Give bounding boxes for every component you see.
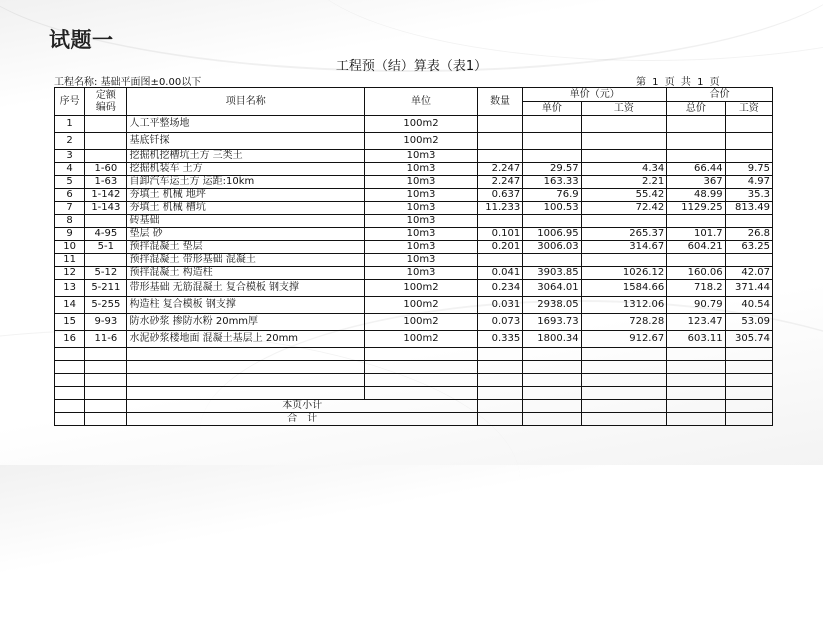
blank-row bbox=[55, 348, 773, 361]
cell-code: 1-143 bbox=[85, 202, 127, 215]
table-row bbox=[55, 297, 773, 314]
blank-cell bbox=[725, 400, 772, 413]
blank-cell bbox=[667, 374, 725, 387]
cell-name: 垫层 砂 bbox=[127, 228, 365, 241]
background-swoosh bbox=[300, 0, 823, 61]
cell-qty bbox=[477, 133, 522, 150]
cell-unit-wage: 2.21 bbox=[581, 176, 667, 189]
cell-qty: 0.101 bbox=[477, 228, 522, 241]
cell-total-wage: 40.54 bbox=[725, 297, 772, 314]
blank-cell bbox=[85, 361, 127, 374]
cell-total: 603.11 bbox=[667, 331, 725, 348]
blank-cell bbox=[523, 374, 581, 387]
cell-qty bbox=[477, 150, 522, 163]
cell-total: 604.21 bbox=[667, 241, 725, 254]
header-total-wage: 工资 bbox=[725, 102, 772, 116]
cell-qty: 0.201 bbox=[477, 241, 522, 254]
total-row-label: 合 计 bbox=[127, 413, 477, 426]
cell-code: 11-6 bbox=[85, 331, 127, 348]
table-row bbox=[55, 189, 773, 202]
header-quota-code bbox=[85, 88, 127, 116]
cell-unit: 10m3 bbox=[365, 150, 478, 163]
blank-cell bbox=[667, 361, 725, 374]
cell-unit: 100m2 bbox=[365, 297, 478, 314]
table-row bbox=[55, 314, 773, 331]
cell-code: 5-211 bbox=[85, 280, 127, 297]
cell-unit-price: 3006.03 bbox=[523, 241, 581, 254]
header-unit-price-wage: 工资 bbox=[581, 102, 667, 116]
cell-name: 砖基础 bbox=[127, 215, 365, 228]
blank-cell bbox=[725, 374, 772, 387]
table-row bbox=[55, 331, 773, 348]
cell-qty bbox=[477, 254, 522, 267]
cell-unit-price bbox=[523, 133, 581, 150]
header-unit-price: 单价（元） bbox=[523, 88, 667, 102]
cell-unit-wage bbox=[581, 215, 667, 228]
cell-qty: 2.247 bbox=[477, 176, 522, 189]
cell-total-wage bbox=[725, 215, 772, 228]
cell-code bbox=[85, 215, 127, 228]
blank-cell bbox=[55, 348, 85, 361]
cell-total: 123.47 bbox=[667, 314, 725, 331]
cell-total bbox=[667, 215, 725, 228]
blank-cell bbox=[55, 387, 85, 400]
cell-qty: 0.031 bbox=[477, 297, 522, 314]
cell-total-wage: 53.09 bbox=[725, 314, 772, 331]
cell-name: 自卸汽车运土方 运距:10km bbox=[127, 176, 365, 189]
cell-code bbox=[85, 133, 127, 150]
cell-seq: 5 bbox=[55, 176, 85, 189]
cell-unit: 10m3 bbox=[365, 189, 478, 202]
cell-total: 66.44 bbox=[667, 163, 725, 176]
table-title: 工程预（结）算表（表1） bbox=[335, 59, 488, 74]
table-row bbox=[55, 163, 773, 176]
cell-code: 5-1 bbox=[85, 241, 127, 254]
cell-seq: 16 bbox=[55, 331, 85, 348]
cell-unit-price: 3064.01 bbox=[523, 280, 581, 297]
cell-unit: 10m3 bbox=[365, 228, 478, 241]
table-row bbox=[55, 150, 773, 163]
cell-qty: 11.233 bbox=[477, 202, 522, 215]
cell-unit-wage: 1312.06 bbox=[581, 297, 667, 314]
header-unit: 单位 bbox=[365, 88, 478, 116]
blank-cell bbox=[667, 348, 725, 361]
blank-cell bbox=[127, 374, 365, 387]
table-row bbox=[55, 215, 773, 228]
table-row bbox=[55, 176, 773, 189]
cell-name: 夯填土 机械 槽坑 bbox=[127, 202, 365, 215]
cell-name: 预拌混凝土 带形基础 混凝土 bbox=[127, 254, 365, 267]
blank-cell bbox=[365, 348, 478, 361]
cell-unit-wage bbox=[581, 133, 667, 150]
cell-total: 101.7 bbox=[667, 228, 725, 241]
cell-name: 水泥砂浆楼地面 混凝土基层上 20mm bbox=[127, 331, 365, 348]
cell-code: 4-95 bbox=[85, 228, 127, 241]
cell-name: 带形基础 无筋混凝土 复合模板 钢支撑 bbox=[127, 280, 365, 297]
cell-unit: 100m2 bbox=[365, 280, 478, 297]
cell-unit-wage: 1026.12 bbox=[581, 267, 667, 280]
blank-cell bbox=[55, 361, 85, 374]
cell-code bbox=[85, 116, 127, 133]
cell-name: 挖掘机装车 土方 bbox=[127, 163, 365, 176]
blank-cell bbox=[55, 374, 85, 387]
cell-seq: 3 bbox=[55, 150, 85, 163]
cell-code: 1-142 bbox=[85, 189, 127, 202]
cell-seq: 7 bbox=[55, 202, 85, 215]
cell-unit-price: 1693.73 bbox=[523, 314, 581, 331]
blank-cell bbox=[477, 387, 522, 400]
cell-unit-price bbox=[523, 150, 581, 163]
cell-total: 160.06 bbox=[667, 267, 725, 280]
blank-cell bbox=[477, 374, 522, 387]
blank-cell bbox=[523, 387, 581, 400]
table-body bbox=[55, 116, 773, 426]
cell-unit: 10m3 bbox=[365, 267, 478, 280]
cell-unit-price: 163.33 bbox=[523, 176, 581, 189]
cell-name: 挖掘机挖槽坑土方 三类土 bbox=[127, 150, 365, 163]
cell-code: 5-12 bbox=[85, 267, 127, 280]
cell-total-wage bbox=[725, 150, 772, 163]
cell-unit-wage: 314.67 bbox=[581, 241, 667, 254]
blank-cell bbox=[85, 348, 127, 361]
cell-unit-wage: 4.34 bbox=[581, 163, 667, 176]
cell-total-wage: 813.49 bbox=[725, 202, 772, 215]
cell-total: 718.2 bbox=[667, 280, 725, 297]
cell-unit-price bbox=[523, 254, 581, 267]
table-row bbox=[55, 241, 773, 254]
table-row bbox=[55, 228, 773, 241]
blank-cell bbox=[365, 387, 478, 400]
cell-qty: 0.335 bbox=[477, 331, 522, 348]
cell-total bbox=[667, 150, 725, 163]
blank-cell bbox=[55, 413, 85, 426]
header-quota-line1: 定额 bbox=[95, 89, 116, 101]
cell-total-wage: 42.07 bbox=[725, 267, 772, 280]
cell-seq: 9 bbox=[55, 228, 85, 241]
cell-unit-price bbox=[523, 116, 581, 133]
cell-total-wage bbox=[725, 254, 772, 267]
blank-cell bbox=[581, 400, 667, 413]
blank-cell bbox=[581, 387, 667, 400]
blank-cell bbox=[523, 400, 581, 413]
cell-unit: 100m2 bbox=[365, 133, 478, 150]
header-item-name: 项目名称 bbox=[127, 88, 365, 116]
cell-qty: 0.637 bbox=[477, 189, 522, 202]
cell-total-wage: 26.8 bbox=[725, 228, 772, 241]
cell-seq: 13 bbox=[55, 280, 85, 297]
blank-cell bbox=[725, 348, 772, 361]
page-title: 试题一 bbox=[49, 28, 114, 52]
cell-total bbox=[667, 133, 725, 150]
cell-unit-wage: 728.28 bbox=[581, 314, 667, 331]
cell-code bbox=[85, 150, 127, 163]
cell-unit-price: 29.57 bbox=[523, 163, 581, 176]
cell-total bbox=[667, 116, 725, 133]
blank-row bbox=[55, 374, 773, 387]
cell-seq: 15 bbox=[55, 314, 85, 331]
cell-name: 基底钎探 bbox=[127, 133, 365, 150]
cell-qty: 0.234 bbox=[477, 280, 522, 297]
blank-cell bbox=[85, 400, 127, 413]
cell-unit: 100m2 bbox=[365, 331, 478, 348]
cell-seq: 12 bbox=[55, 267, 85, 280]
cell-code: 5-255 bbox=[85, 297, 127, 314]
subtotal-row-label: 本页小计 bbox=[127, 400, 477, 413]
cell-unit: 100m2 bbox=[365, 116, 478, 133]
total-row bbox=[55, 413, 773, 426]
cell-name: 人工平整场地 bbox=[127, 116, 365, 133]
cell-unit: 10m3 bbox=[365, 163, 478, 176]
cell-unit: 100m2 bbox=[365, 314, 478, 331]
cell-total-wage: 305.74 bbox=[725, 331, 772, 348]
cell-total-wage: 63.25 bbox=[725, 241, 772, 254]
blank-cell bbox=[725, 361, 772, 374]
blank-cell bbox=[477, 348, 522, 361]
blank-cell bbox=[581, 361, 667, 374]
cell-seq: 2 bbox=[55, 133, 85, 150]
table-row bbox=[55, 116, 773, 133]
blank-cell bbox=[127, 361, 365, 374]
cell-qty: 0.041 bbox=[477, 267, 522, 280]
cell-seq: 14 bbox=[55, 297, 85, 314]
cell-total bbox=[667, 254, 725, 267]
cell-unit-wage bbox=[581, 254, 667, 267]
header-quota-line2: 编码 bbox=[95, 101, 116, 113]
cell-total-wage: 4.97 bbox=[725, 176, 772, 189]
cell-unit-wage bbox=[581, 150, 667, 163]
cell-total-wage: 35.3 bbox=[725, 189, 772, 202]
cell-unit-price: 3903.85 bbox=[523, 267, 581, 280]
cell-unit: 10m3 bbox=[365, 176, 478, 189]
blank-cell bbox=[725, 413, 772, 426]
cell-code: 9-93 bbox=[85, 314, 127, 331]
blank-cell bbox=[667, 400, 725, 413]
blank-cell bbox=[523, 361, 581, 374]
cell-qty bbox=[477, 215, 522, 228]
blank-cell bbox=[477, 400, 522, 413]
cell-unit: 10m3 bbox=[365, 215, 478, 228]
blank-cell bbox=[55, 400, 85, 413]
blank-cell bbox=[127, 348, 365, 361]
budget-table bbox=[54, 87, 773, 426]
cell-total: 90.79 bbox=[667, 297, 725, 314]
cell-unit: 10m3 bbox=[365, 202, 478, 215]
project-label: 工程名称: bbox=[54, 77, 98, 88]
header-quantity: 数量 bbox=[477, 88, 522, 116]
cell-code: 1-60 bbox=[85, 163, 127, 176]
blank-cell bbox=[85, 413, 127, 426]
blank-cell bbox=[523, 413, 581, 426]
blank-cell bbox=[477, 413, 522, 426]
blank-row bbox=[55, 361, 773, 374]
cell-unit-wage bbox=[581, 116, 667, 133]
table-row bbox=[55, 202, 773, 215]
cell-name: 预拌混凝土 构造柱 bbox=[127, 267, 365, 280]
cell-unit-price: 76.9 bbox=[523, 189, 581, 202]
blank-cell bbox=[667, 387, 725, 400]
page-count: 第 1 页 共 1 页 bbox=[636, 77, 720, 88]
cell-total-wage bbox=[725, 116, 772, 133]
cell-unit-wage: 55.42 bbox=[581, 189, 667, 202]
cell-unit-price: 2938.05 bbox=[523, 297, 581, 314]
blank-cell bbox=[725, 387, 772, 400]
cell-code bbox=[85, 254, 127, 267]
blank-cell bbox=[85, 387, 127, 400]
cell-seq: 10 bbox=[55, 241, 85, 254]
cell-unit-price bbox=[523, 215, 581, 228]
cell-unit-wage: 72.42 bbox=[581, 202, 667, 215]
cell-seq: 11 bbox=[55, 254, 85, 267]
cell-total-wage: 371.44 bbox=[725, 280, 772, 297]
cell-seq: 1 bbox=[55, 116, 85, 133]
cell-seq: 8 bbox=[55, 215, 85, 228]
cell-qty: 2.247 bbox=[477, 163, 522, 176]
cell-seq: 6 bbox=[55, 189, 85, 202]
blank-row bbox=[55, 387, 773, 400]
cell-unit: 10m3 bbox=[365, 241, 478, 254]
cell-unit-wage: 1584.66 bbox=[581, 280, 667, 297]
blank-cell bbox=[581, 374, 667, 387]
table-row bbox=[55, 254, 773, 267]
cell-total: 48.99 bbox=[667, 189, 725, 202]
table-row bbox=[55, 280, 773, 297]
cell-total-wage: 9.75 bbox=[725, 163, 772, 176]
cell-name: 预拌混凝土 垫层 bbox=[127, 241, 365, 254]
blank-cell bbox=[365, 361, 478, 374]
blank-cell bbox=[85, 374, 127, 387]
cell-total-wage bbox=[725, 133, 772, 150]
blank-cell bbox=[581, 413, 667, 426]
table-row bbox=[55, 267, 773, 280]
cell-unit: 10m3 bbox=[365, 254, 478, 267]
cell-name: 夯填土 机械 地坪 bbox=[127, 189, 365, 202]
header-total: 合价 bbox=[667, 88, 773, 102]
blank-cell bbox=[667, 413, 725, 426]
cell-qty: 0.073 bbox=[477, 314, 522, 331]
cell-seq: 4 bbox=[55, 163, 85, 176]
blank-cell bbox=[523, 348, 581, 361]
cell-unit-price: 1006.95 bbox=[523, 228, 581, 241]
blank-cell bbox=[365, 374, 478, 387]
cell-total: 367 bbox=[667, 176, 725, 189]
header-seq: 序号 bbox=[55, 88, 85, 116]
cell-qty bbox=[477, 116, 522, 133]
cell-total: 1129.25 bbox=[667, 202, 725, 215]
cell-name: 构造柱 复合模板 钢支撑 bbox=[127, 297, 365, 314]
cell-unit-price: 100.53 bbox=[523, 202, 581, 215]
blank-cell bbox=[581, 348, 667, 361]
cell-unit-price: 1800.34 bbox=[523, 331, 581, 348]
blank-cell bbox=[127, 387, 365, 400]
table-row bbox=[55, 133, 773, 150]
cell-unit-wage: 912.67 bbox=[581, 331, 667, 348]
header-unit-price-price: 单价 bbox=[523, 102, 581, 116]
cell-unit-wage: 265.37 bbox=[581, 228, 667, 241]
subtotal-row bbox=[55, 400, 773, 413]
project-name bbox=[54, 73, 201, 88]
cell-code: 1-63 bbox=[85, 176, 127, 189]
header-total-sum: 总价 bbox=[667, 102, 725, 116]
project-value: 基础平面图±0.00以下 bbox=[100, 77, 202, 88]
blank-cell bbox=[477, 361, 522, 374]
cell-name: 防水砂浆 掺防水粉 20mm厚 bbox=[127, 314, 365, 331]
